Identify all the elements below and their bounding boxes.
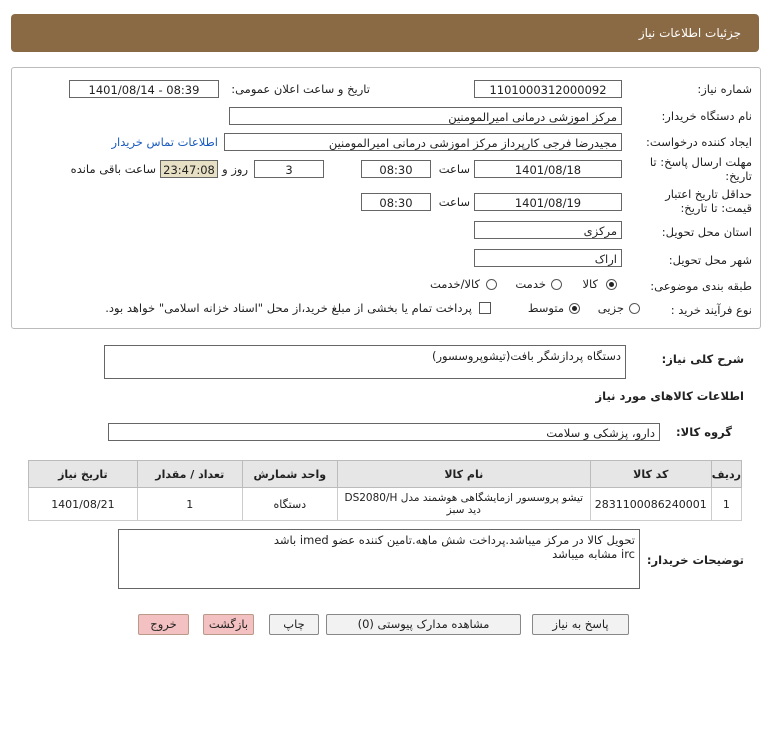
col-code-header: کد کالا	[590, 461, 711, 488]
category-radio-goods[interactable]	[606, 279, 617, 290]
summary-label: شرح کلی نیاز:	[661, 352, 744, 366]
treasury-payment-note: پرداخت تمام یا بخشی از مبلغ خرید،از محل "اسناد خزانه اسلامی" خواهد بود.	[105, 301, 472, 315]
attachments-button[interactable]: مشاهده مدارک پیوستی (0)	[326, 614, 521, 635]
province-field: مرکزی	[474, 221, 622, 239]
cell-unit: دستگاه	[242, 488, 337, 521]
buyer-label: نام دستگاه خریدار:	[661, 109, 752, 123]
process-label: نوع فرآیند خرید :	[670, 303, 752, 317]
buyer-contact-link[interactable]: اطلاعات تماس خریدار	[111, 135, 218, 149]
announce-field: 1401/08/14 - 08:39	[69, 80, 219, 98]
validity-label: حداقل تاریخ اعتبار	[665, 187, 752, 201]
table-header-row	[29, 461, 742, 488]
col-date-header: تاریخ نیاز	[29, 461, 138, 488]
province-label: استان محل تحویل:	[661, 225, 752, 239]
page-header	[11, 14, 759, 52]
goods-info-title: اطلاعات کالاهای مورد نیاز	[595, 389, 744, 403]
creator-field: مجیدرضا فرجی کارپرداز مرکز اموزشی درمانی امیرالمومنین	[224, 133, 622, 151]
process-option-medium: متوسط	[527, 301, 564, 315]
process-radio-medium[interactable]	[569, 303, 580, 314]
buyer-notes-line-1: تحویل کالا در مرکز میباشد.پرداخت شش ماهه.تامین کننده عضو imed باشد	[273, 533, 635, 547]
category-label: طبقه بندی موضوعی:	[650, 279, 752, 293]
cell-date: 1401/08/21	[29, 488, 138, 521]
validity-label-2: قیمت: تا تاریخ:	[680, 201, 752, 215]
validity-time-label: ساعت	[438, 195, 470, 209]
cell-qty: 1	[137, 488, 242, 521]
category-radio-goods-service[interactable]	[486, 279, 497, 290]
deadline-date-field: 1401/08/18	[474, 160, 622, 178]
page-title: جزئیات اطلاعات نیاز	[638, 26, 741, 40]
deadline-label: مهلت ارسال پاسخ: تا	[649, 155, 752, 169]
process-radio-minor[interactable]	[629, 303, 640, 314]
back-button[interactable]: بازگشت	[203, 614, 254, 635]
days-field: 3	[254, 160, 324, 178]
cell-row: 1	[711, 488, 741, 521]
need-number-field: 1101000312000092	[474, 80, 622, 98]
category-radio-service[interactable]	[551, 279, 562, 290]
category-option-service: خدمت	[515, 277, 546, 291]
deadline-time-field: 08:30	[361, 160, 431, 178]
col-unit-header: واحد شمارش	[242, 461, 337, 488]
city-label: شهر محل تحویل:	[668, 253, 752, 267]
print-button[interactable]: چاپ	[269, 614, 319, 635]
cell-name: تیشو پروسسور ازمایشگاهی هوشمند مدل DS2080/H دید سبز	[337, 488, 590, 521]
summary-field: دستگاه پردازشگر بافت(تیشوپروسسور)	[104, 345, 626, 379]
buyer-notes-line-2: irc مشابه میباشد	[552, 547, 635, 561]
announce-label: تاریخ و ساعت اعلان عمومی:	[231, 82, 370, 96]
goods-group-field: دارو، پزشکی و سلامت	[108, 423, 660, 441]
exit-button[interactable]: خروج	[138, 614, 189, 635]
treasury-checkbox[interactable]	[479, 302, 491, 314]
col-qty-header: تعداد / مقدار	[137, 461, 242, 488]
remaining-label: ساعت باقی مانده	[70, 162, 156, 176]
buyer-notes-label: توضیحات خریدار:	[646, 553, 744, 567]
reply-button[interactable]: پاسخ به نیاز	[532, 614, 629, 635]
cell-code: 2831100086240001	[590, 488, 711, 521]
buyer-notes-box	[118, 529, 640, 589]
category-option-goods: کالا	[582, 277, 598, 291]
buyer-field: مرکز اموزشی درمانی امیرالمومنین	[229, 107, 622, 125]
items-table	[28, 460, 742, 521]
process-option-minor: جزیی	[597, 301, 624, 315]
city-field: اراک	[474, 249, 622, 267]
validity-date-field: 1401/08/19	[474, 193, 622, 211]
col-row-header: ردیف	[711, 461, 741, 488]
remaining-time-field: 23:47:08	[160, 160, 218, 178]
days-label: روز و	[222, 162, 248, 176]
deadline-time-label: ساعت	[438, 162, 470, 176]
goods-group-label: گروه کالا:	[676, 425, 732, 439]
need-number-label: شماره نیاز:	[697, 82, 752, 96]
validity-time-field: 08:30	[361, 193, 431, 211]
creator-label: ایجاد کننده درخواست:	[646, 135, 752, 149]
deadline-label-2: تاریخ:	[725, 169, 752, 183]
col-name-header: نام کالا	[337, 461, 590, 488]
category-option-goods-service: کالا/خدمت	[429, 277, 480, 291]
table-row	[29, 488, 742, 521]
